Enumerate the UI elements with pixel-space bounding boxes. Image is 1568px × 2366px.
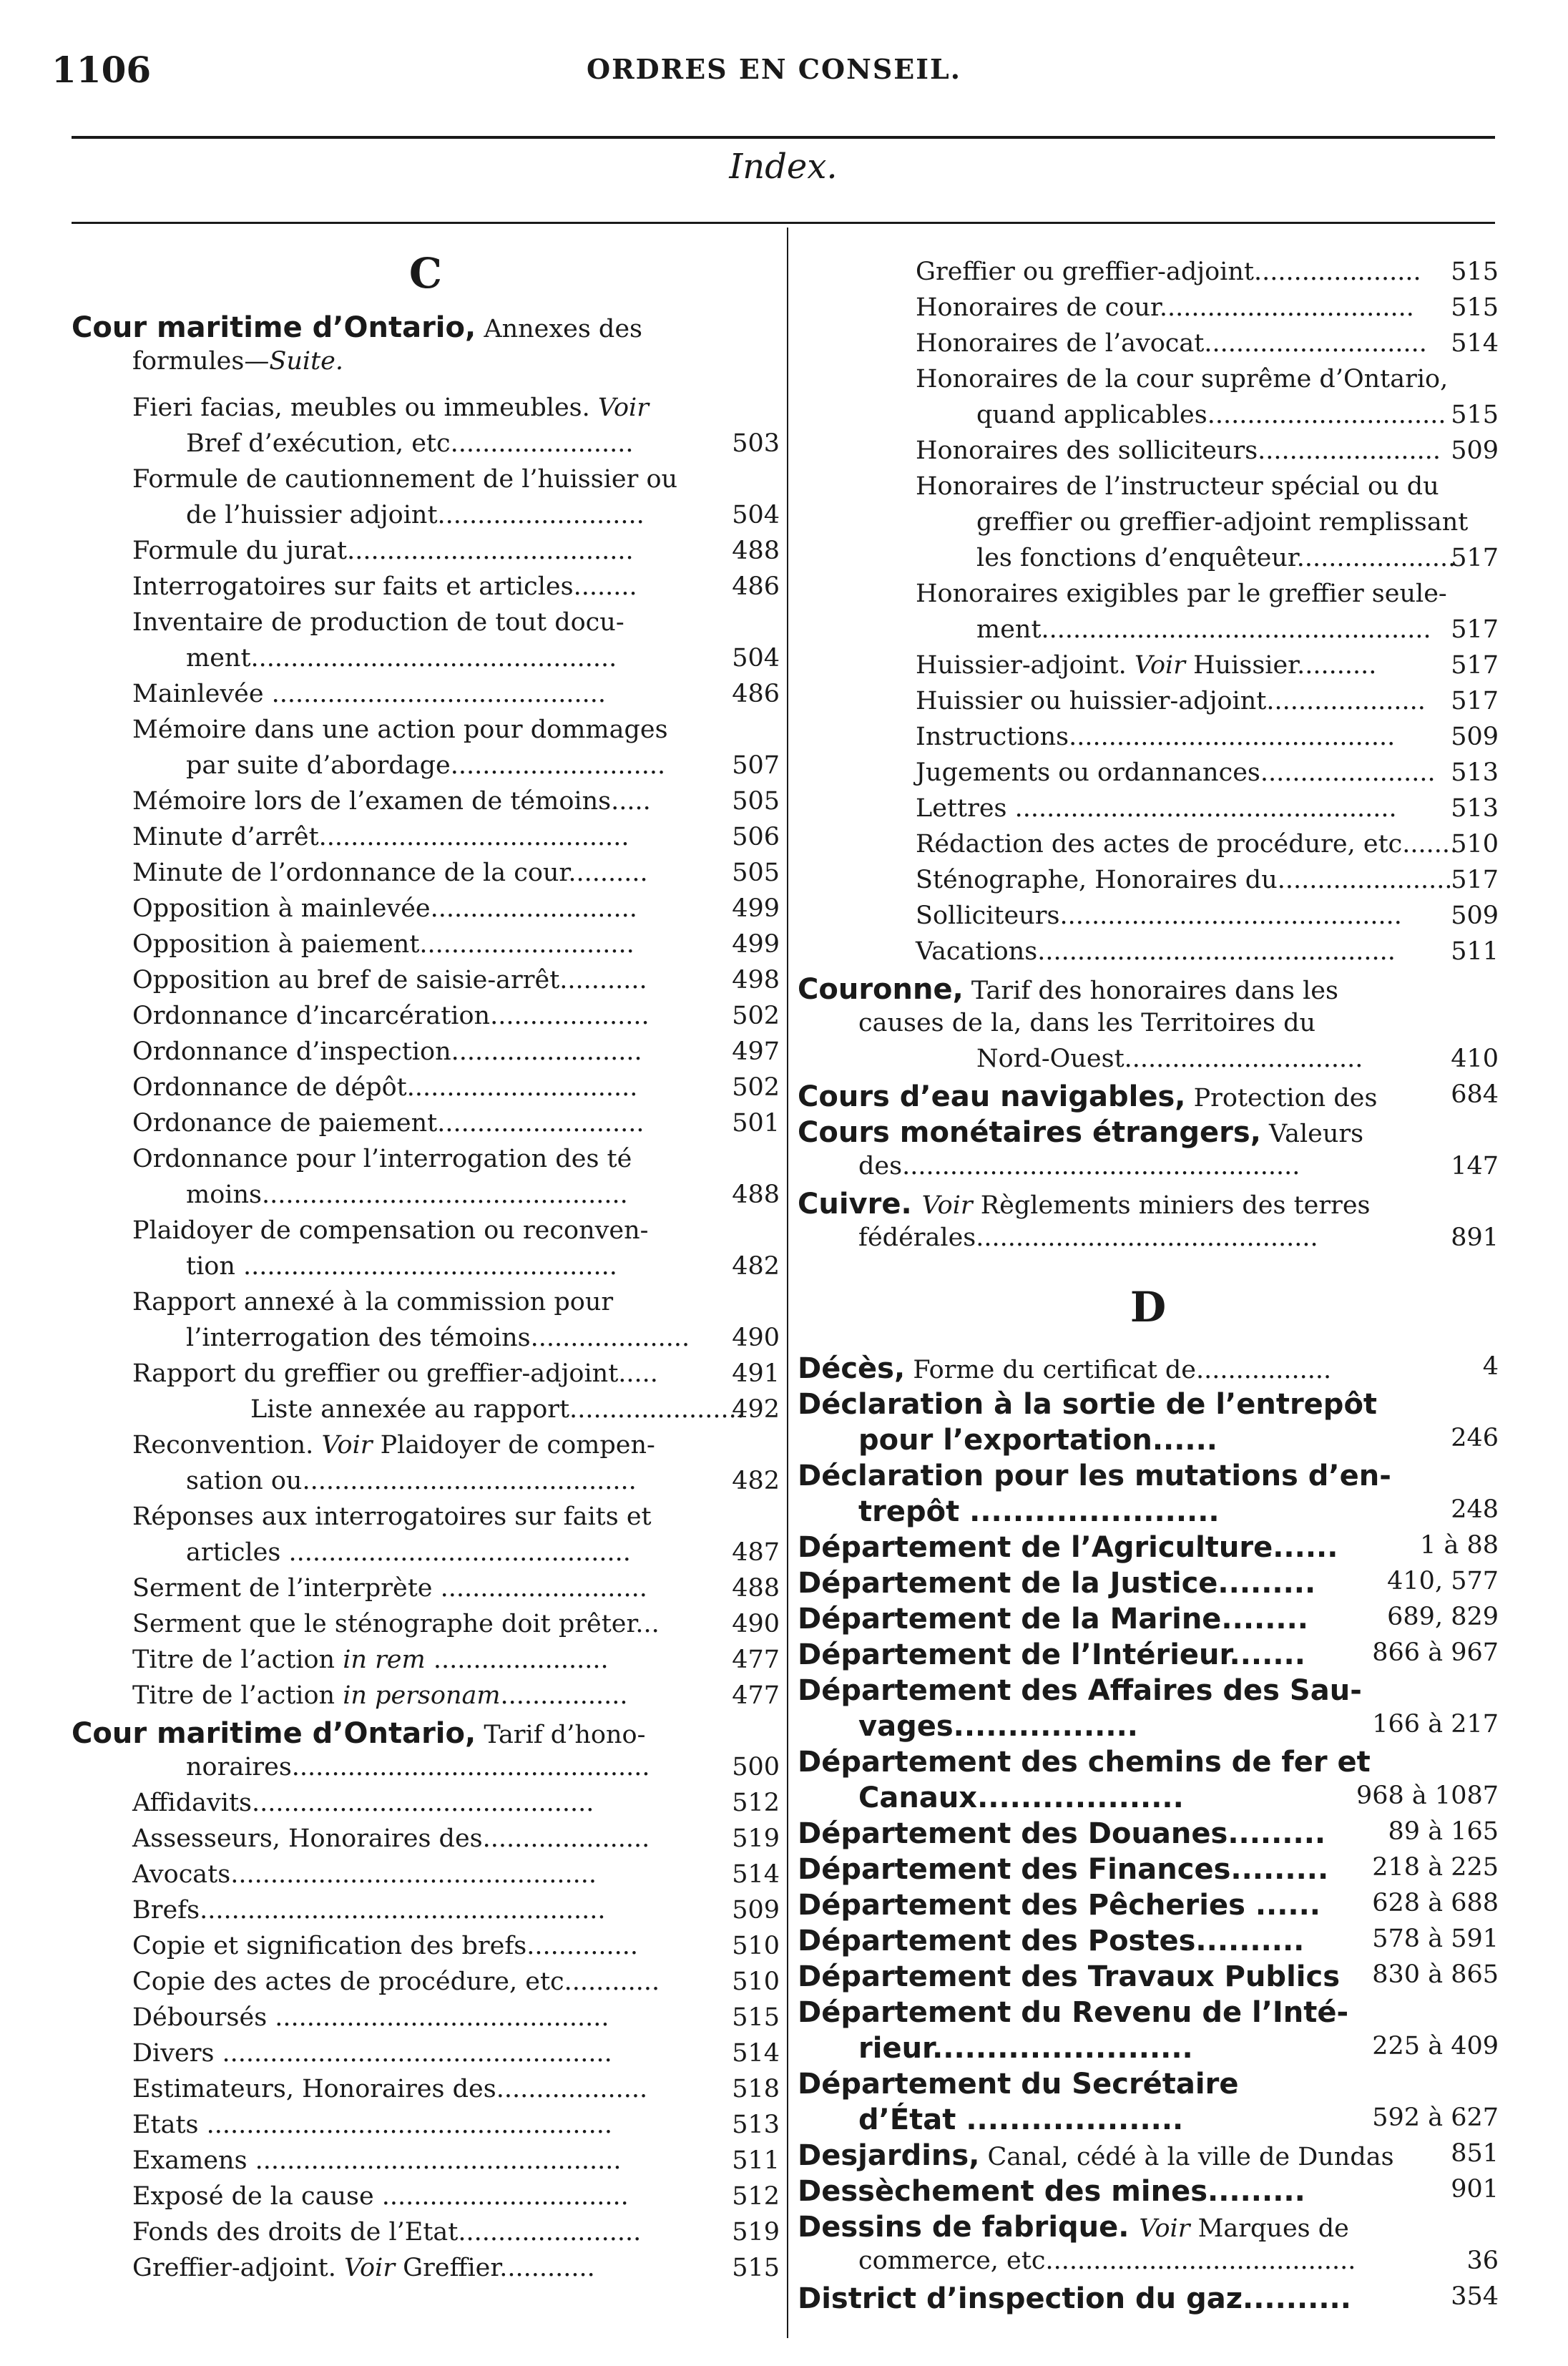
entry-text: Honoraires de l’avocat............................ [916, 329, 1427, 358]
entry-text: Plaidoyer de compensation ou reconven- [132, 1216, 649, 1245]
entry-subtext: Forme du certificat de................. [905, 1356, 1332, 1384]
page-reference: 517 [1451, 544, 1499, 572]
entry-text: Cour maritime d’Ontario, Tarif d’hono- [72, 1717, 646, 1750]
page-reference: 851 [1451, 2139, 1499, 2168]
page-reference: 503 [732, 429, 780, 458]
page-reference: 514 [732, 2039, 780, 2068]
page-reference: 218 à 225 [1372, 1853, 1499, 1882]
entry-text: Brefs................................................... [132, 1896, 606, 1925]
entry-text: rieur........................ [858, 2032, 1193, 2065]
entry-text: trepôt ....................... [858, 1495, 1220, 1528]
page-reference: 502 [732, 1002, 780, 1030]
entry-text: Examens .............................................. [132, 2146, 622, 2175]
page-reference: 498 [732, 966, 780, 994]
entry-text: tion ............................................... [186, 1252, 617, 1281]
page-reference: 866 à 967 [1372, 1638, 1499, 1667]
page-reference: 509 [732, 1896, 780, 1925]
page-reference: 515 [1451, 258, 1499, 286]
page-reference: 504 [732, 644, 780, 673]
entry-text: District d’inspection du gaz.......... [798, 2282, 1351, 2315]
entry-subtext: Valeurs [1260, 1120, 1364, 1148]
page-number: 1106 [52, 49, 152, 91]
entry-text: Honoraires exigibles par le greffier seule- [916, 580, 1447, 608]
entry-text: Déclaration pour les mutations d’en- [798, 1460, 1391, 1492]
page-reference: 515 [732, 2254, 780, 2282]
entry-text: Département des Travaux Publics [798, 1960, 1341, 1993]
page-reference: 505 [732, 859, 780, 887]
entry-text: Département des Postes.......... [798, 1925, 1305, 1957]
entry-text: Cours monétaires étrangers, Valeurs [798, 1116, 1364, 1149]
see-also-italic: Voir [321, 1431, 373, 1460]
page-reference: 504 [732, 501, 780, 529]
entry-text: Estimateurs, Honoraires des................... [132, 2075, 648, 2103]
entry-text: Cour maritime d’Ontario, Annexes des [72, 311, 643, 344]
page-reference: 513 [732, 2111, 780, 2139]
entry-text: ment................................................. [976, 615, 1431, 644]
page-reference: 225 à 409 [1372, 2032, 1499, 2061]
page-reference: 491 [732, 1359, 780, 1388]
page-reference: 506 [732, 823, 780, 851]
header-rule [72, 136, 1495, 139]
entry-text: Département de l’Agriculture...... [798, 1531, 1338, 1564]
entry-subtext: Tarif d’hono- [476, 1721, 646, 1749]
entry-text: Département de la Justice......... [798, 1567, 1316, 1600]
page-reference: 499 [732, 930, 780, 959]
entry-text: Ordonnance pour l’interrogation des té [132, 1145, 632, 1173]
suite-italic: Suite. [269, 347, 343, 376]
page-reference: 513 [1451, 758, 1499, 787]
page-reference: 490 [732, 1610, 780, 1638]
entry-text: Honoraires de cour................................ [916, 293, 1414, 322]
entry-text: Opposition au bref de saisie-arrêt........... [132, 966, 647, 994]
entry-text: Réponses aux interrogatoires sur faits et [132, 1502, 652, 1531]
entry-text: Serment de l’interprète .......................... [132, 1574, 647, 1603]
entry-text: Département des Affaires des Sau- [798, 1674, 1362, 1707]
entry-text: noraires............................................. [186, 1753, 650, 1781]
page-reference: 891 [1451, 1223, 1499, 1252]
entry-text: Dessèchement des mines......... [798, 2175, 1305, 2208]
entry-text: Etats ................................................... [132, 2111, 613, 2139]
page-reference: 147 [1451, 1152, 1499, 1180]
entry-text: Département des Finances......... [798, 1853, 1329, 1886]
page-reference: 488 [732, 1574, 780, 1603]
entry-subtext: Voir Règlements miniers des terres [921, 1191, 1371, 1220]
entry-text: Ordonnance de dépôt............................. [132, 1073, 638, 1102]
page-reference: 628 à 688 [1372, 1889, 1499, 1917]
page-reference: 684 [1451, 1080, 1499, 1109]
entry-text: Minute de l’ordonnance de la cour.......... [132, 859, 648, 887]
entry-text: Divers ................................................. [132, 2039, 612, 2068]
entry-text: formules—Suite. [132, 347, 343, 376]
entry-text: Département du Revenu de l’Inté- [798, 1996, 1349, 2029]
entry-text: les fonctions d’enquêteur.................... [976, 544, 1456, 572]
page-reference: 502 [732, 1073, 780, 1102]
page-reference: 36 [1466, 2247, 1499, 2275]
entry-text: Greffier ou greffier-adjoint..................... [916, 258, 1421, 286]
entry-text: Solliciteurs........................................... [916, 901, 1402, 930]
page-reference: 510 [732, 1932, 780, 1960]
entry-text: Vacations............................................. [916, 937, 1396, 966]
page-reference: 592 à 627 [1372, 2103, 1499, 2132]
entry-text: Département des Douanes......... [798, 1817, 1326, 1850]
entry-subtext: Tarif des honoraires dans les [963, 977, 1338, 1005]
page-reference: 499 [732, 894, 780, 923]
page-reference: 4 [1482, 1352, 1499, 1381]
entry-text: de l’huissier adjoint.......................... [186, 501, 645, 529]
entry-text: Opposition à paiement........................... [132, 930, 634, 959]
page-reference: 515 [1451, 401, 1499, 429]
entry-text: Rapport annexé à la commission pour [132, 1288, 614, 1316]
page-reference: 509 [1451, 436, 1499, 465]
page-reference: 488 [732, 537, 780, 565]
entry-text: Titre de l’action in personam................ [132, 1681, 628, 1710]
entry-text: sation ou.......................................... [186, 1467, 637, 1495]
entry-text: Huissier ou huissier-adjoint.................... [916, 687, 1426, 715]
entry-text: d’État .................... [858, 2103, 1184, 2136]
entry-text: Ordonance de paiement.......................... [132, 1109, 645, 1138]
see-also-italic: Voir [921, 1191, 973, 1220]
entry-text: Département de la Marine........ [798, 1603, 1308, 1636]
page-reference: 514 [1451, 329, 1499, 358]
entry-text: Mémoire lors de l’examen de témoins..... [132, 787, 651, 816]
page-reference: 477 [732, 1681, 780, 1710]
entry-text: Sténographe, Honoraires du...................... [916, 866, 1453, 894]
page-reference: 410, 577 [1387, 1567, 1499, 1595]
page-reference: 517 [1451, 687, 1499, 715]
entry-text: Opposition à mainlevée.......................... [132, 894, 637, 923]
entry-text: commerce, etc....................................... [858, 2247, 1356, 2275]
entry-text: Dessins de fabrique. Voir Marques de [798, 2211, 1349, 2244]
page-reference: 166 à 217 [1372, 1710, 1499, 1739]
page-reference: 482 [732, 1467, 780, 1495]
page-reference: 486 [732, 572, 780, 601]
page-reference: 89 à 165 [1388, 1817, 1499, 1846]
see-also-italic: in personam [343, 1681, 501, 1710]
running-title: ORDRES EN CONSEIL. [587, 53, 961, 85]
page-reference: 488 [732, 1180, 780, 1209]
entry-subtext: Canal, cédé à la ville de Dundas [979, 2143, 1394, 2171]
entry-text: Mémoire dans une action pour dommages [132, 715, 668, 744]
entry-text: Instructions......................................... [916, 723, 1396, 751]
entry-text: Affidavits........................................... [132, 1789, 594, 1817]
entry-text: Desjardins, Canal, cédé à la ville de Dundas [798, 2139, 1394, 2172]
page-reference: 507 [732, 751, 780, 780]
page-reference: 509 [1451, 723, 1499, 751]
entry-text: ment.............................................. [186, 644, 617, 673]
entry-text: articles ........................................... [186, 1538, 631, 1567]
page-reference: 515 [732, 2003, 780, 2032]
entry-text: Liste annexée au rapport...................... [250, 1395, 745, 1424]
entry-subtext: Protection des [1185, 1084, 1378, 1113]
page-reference: 500 [732, 1753, 780, 1781]
entry-text: Ordonnance d’incarcération.................... [132, 1002, 650, 1030]
page-reference: 518 [732, 2075, 780, 2103]
entry-text: Fieri facias, meubles ou immeubles. Voir [132, 393, 649, 422]
entry-text: Département de l’Intérieur....... [798, 1638, 1305, 1671]
page-reference: 514 [732, 1860, 780, 1889]
entry-text: Département des chemins de fer et [798, 1746, 1371, 1779]
column-divider [787, 228, 788, 2338]
entry-subtext: Annexes des [476, 315, 643, 343]
page-reference: 497 [732, 1037, 780, 1066]
entry-text: quand applicables.............................. [976, 401, 1446, 429]
page-reference: 246 [1451, 1424, 1499, 1452]
see-also-italic: Voir [343, 2254, 396, 2282]
entry-text: Copie et signification des brefs.............. [132, 1932, 639, 1960]
section-letter: C [408, 249, 443, 298]
page-reference: 517 [1451, 651, 1499, 680]
page-reference: 515 [1451, 293, 1499, 322]
page-reference: 511 [732, 2146, 780, 2175]
page-reference: 1 à 88 [1420, 1531, 1499, 1560]
entry-text: Formule de cautionnement de l’huissier ou [132, 465, 678, 494]
page-reference: 519 [732, 1824, 780, 1853]
entry-text: Avocats.............................................. [132, 1860, 597, 1889]
page-reference: 477 [732, 1646, 780, 1674]
entry-text: fédérales........................................... [858, 1223, 1318, 1252]
entry-text: Rédaction des actes de procédure, etc....... [916, 830, 1459, 859]
entry-text: Couronne, Tarif des honoraires dans les [798, 973, 1338, 1006]
entry-text: Honoraires des solliciteurs....................... [916, 436, 1441, 465]
index-rule [72, 222, 1495, 224]
see-also-italic: Voir [1134, 651, 1185, 680]
page-reference: 490 [732, 1324, 780, 1352]
entry-text: Assesseurs, Honoraires des..................... [132, 1824, 650, 1853]
section-title: Index. [729, 147, 838, 187]
page-reference: 512 [732, 2182, 780, 2211]
entry-text: Honoraires de l’instructeur spécial ou du [916, 472, 1439, 501]
entry-text: vages................. [858, 1710, 1138, 1743]
entry-text: Formule du jurat.................................... [132, 537, 634, 565]
page-reference: 901 [1451, 2175, 1499, 2204]
page-reference: 830 à 865 [1372, 1960, 1499, 1989]
page-reference: 517 [1451, 866, 1499, 894]
page-reference: 517 [1451, 615, 1499, 644]
entry-text: Déclaration à la sortie de l’entrepôt [798, 1388, 1378, 1421]
entry-text: Serment que le sténographe doit prêter... [132, 1610, 660, 1638]
entry-text: Fonds des droits de l’Etat....................... [132, 2218, 642, 2247]
entry-text: Décès, Forme du certificat de................. [798, 1352, 1332, 1385]
entry-text: Exposé de la cause ............................... [132, 2182, 629, 2211]
entry-text: Mainlevée .......................................... [132, 680, 606, 708]
page-reference: 513 [1451, 794, 1499, 823]
entry-text: par suite d’abordage........................... [186, 751, 666, 780]
page-reference: 487 [732, 1538, 780, 1567]
entry-subtext: Voir Marques de [1139, 2214, 1349, 2243]
page-reference: 248 [1451, 1495, 1499, 1524]
page-reference: 492 [732, 1395, 780, 1424]
page-reference: 519 [732, 2218, 780, 2247]
entry-text: Ordonnance d’inspection........................ [132, 1037, 642, 1066]
see-also-italic: in rem [343, 1646, 426, 1674]
page-reference: 486 [732, 680, 780, 708]
entry-text: Jugements ou ordannances...................... [916, 758, 1436, 787]
entry-text: moins.............................................. [186, 1180, 628, 1209]
page-reference: 505 [732, 787, 780, 816]
entry-text: Département du Secrétaire [798, 2068, 1239, 2101]
page-reference: 578 à 591 [1372, 1925, 1499, 1953]
page-reference: 512 [732, 1789, 780, 1817]
entry-text: pour l’exportation...... [858, 1424, 1217, 1457]
page-reference: 689, 829 [1387, 1603, 1499, 1631]
entry-text: Honoraires de la cour suprême d’Ontario, [916, 365, 1449, 393]
entry-text: Minute d’arrêt....................................... [132, 823, 629, 851]
entry-text: Canaux................... [858, 1781, 1184, 1814]
page-reference: 509 [1451, 901, 1499, 930]
page-reference: 511 [1451, 937, 1499, 966]
entry-text: Cuivre. Voir Règlements miniers des terres [798, 1188, 1371, 1221]
page-reference: 410 [1451, 1045, 1499, 1073]
entry-text: l’interrogation des témoins.................... [186, 1324, 690, 1352]
entry-text: Bref d’exécution, etc....................... [186, 429, 634, 458]
page-reference: 354 [1451, 2282, 1499, 2311]
entry-text: Département des Pêcheries ...... [798, 1889, 1320, 1922]
entry-text: des.................................................. [858, 1152, 1300, 1180]
see-also-italic: Voir [1139, 2214, 1190, 2243]
entry-text: Copie des actes de procédure, etc............ [132, 1967, 660, 1996]
page-reference: 510 [732, 1967, 780, 1996]
entry-text: Inventaire de production de tout docu- [132, 608, 624, 637]
entry-text: Reconvention. Voir Plaidoyer de compen- [132, 1431, 655, 1460]
page-reference: 968 à 1087 [1356, 1781, 1499, 1810]
entry-text: Rapport du greffier ou greffier-adjoint..... [132, 1359, 658, 1388]
section-letter: D [1130, 1283, 1167, 1331]
entry-text: causes de la, dans les Territoires du [858, 1009, 1316, 1037]
entry-text: Greffier-adjoint. Voir Greffier............ [132, 2254, 595, 2282]
entry-text: Interrogatoires sur faits et articles........ [132, 572, 637, 601]
entry-text: Huissier-adjoint. Voir Huissier.......... [916, 651, 1377, 680]
page-reference: 501 [732, 1109, 780, 1138]
entry-text: Cours d’eau navigables, Protection des [798, 1080, 1378, 1113]
page-header [52, 44, 1496, 94]
entry-text: greffier ou greffier-adjoint remplissant [976, 508, 1469, 537]
entry-text: Déboursés .......................................... [132, 2003, 609, 2032]
page-reference: 482 [732, 1252, 780, 1281]
entry-text: Titre de l’action in rem ...................... [132, 1646, 609, 1674]
entry-text: Lettres ................................................ [916, 794, 1397, 823]
entry-text: Nord-Ouest.............................. [976, 1045, 1363, 1073]
page-reference: 510 [1451, 830, 1499, 859]
see-also-italic: Voir [597, 393, 649, 422]
